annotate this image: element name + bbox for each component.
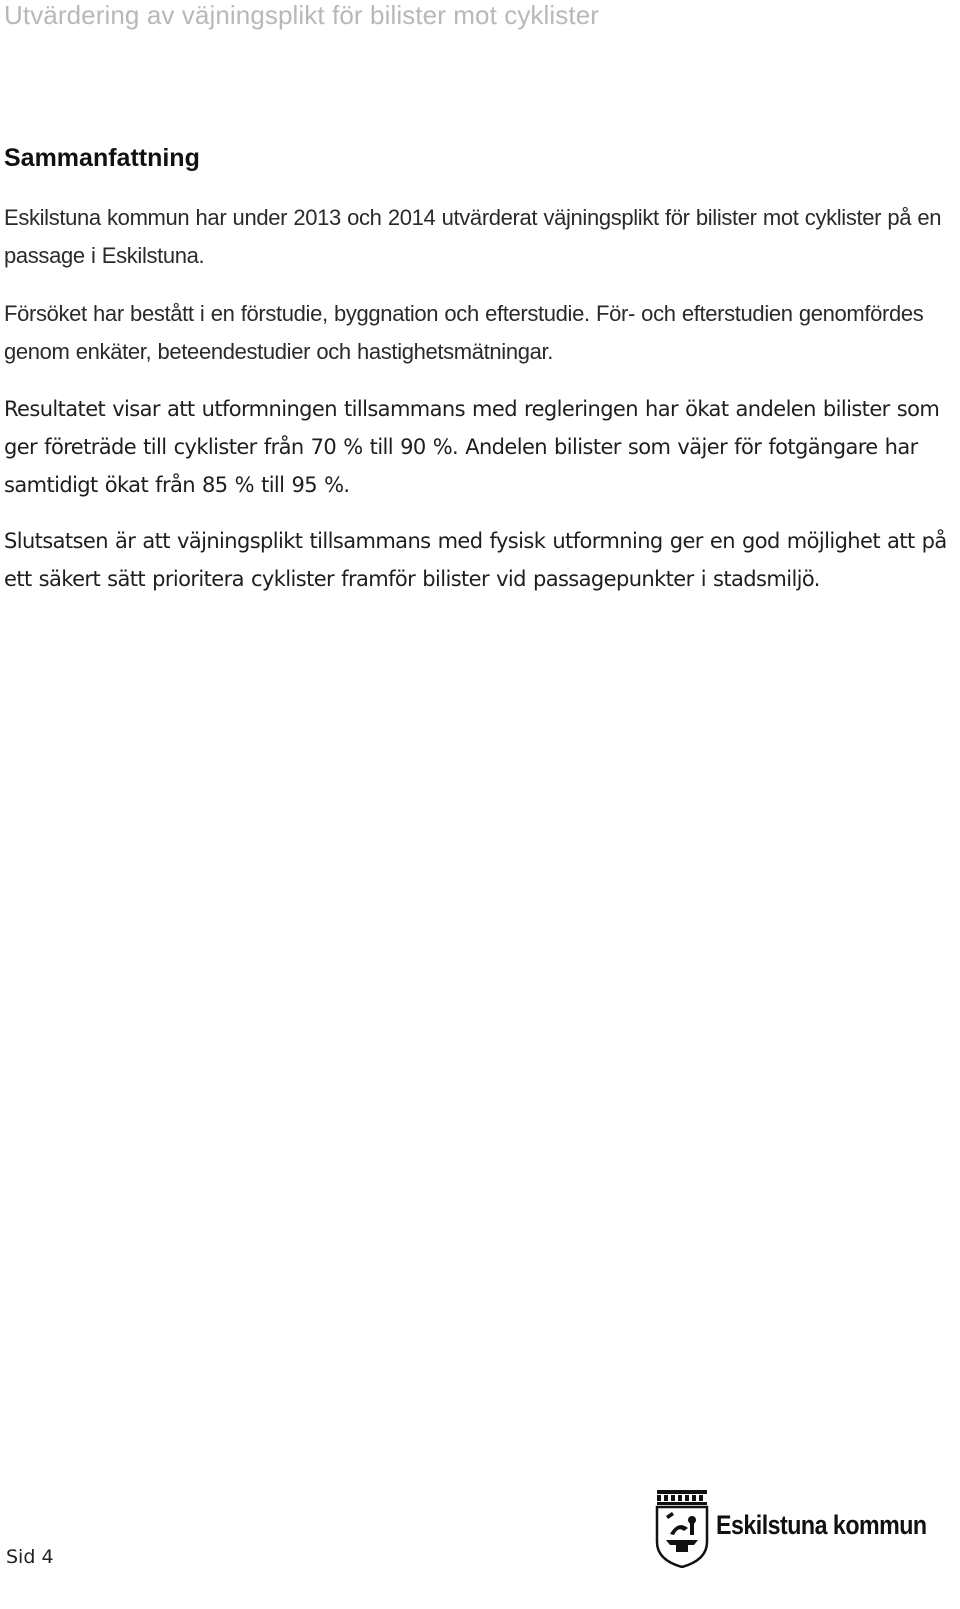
logo-wordmark: Eskilstuna kommun — [716, 1510, 927, 1540]
section-heading: Sammanfattning — [4, 144, 200, 172]
eskilstuna-crest-icon — [654, 1490, 710, 1568]
eskilstuna-logo — [654, 1490, 944, 1570]
summary-paragraph-4: Slutsatsen är att väjningsplikt tillsammans med fysisk utformning ger en god möjlighet att på ett säkert sätt prioritera cyklister framför bilister vid passagepunkter i stadsmiljö. — [4, 529, 947, 591]
summary-paragraph-2: Försöket har bestått i en förstudie, byggnation och efterstudie. För- och efterstudien genomfördes genom enkäter, beteendestudier och hastighetsmätningar. — [4, 301, 924, 364]
document-header-title: Utvärdering av väjningsplikt för bilister mot cyklister — [4, 0, 600, 30]
summary-paragraph-1: Eskilstuna kommun har under 2013 och 2014 utvärderat väjningsplikt för bilister mot cyklister på en passage i Eskilstuna. — [4, 205, 942, 268]
page-number: Sid 4 — [6, 1546, 54, 1568]
summary-paragraph-3: Resultatet visar att utformningen tillsammans med regleringen har ökat andelen bilister som ger företräde till cyklister från 70 % till 90 %. Andelen bilister som väjer för fotgängare har samtidigt ökat från 85 % till 95 %. — [4, 397, 940, 497]
